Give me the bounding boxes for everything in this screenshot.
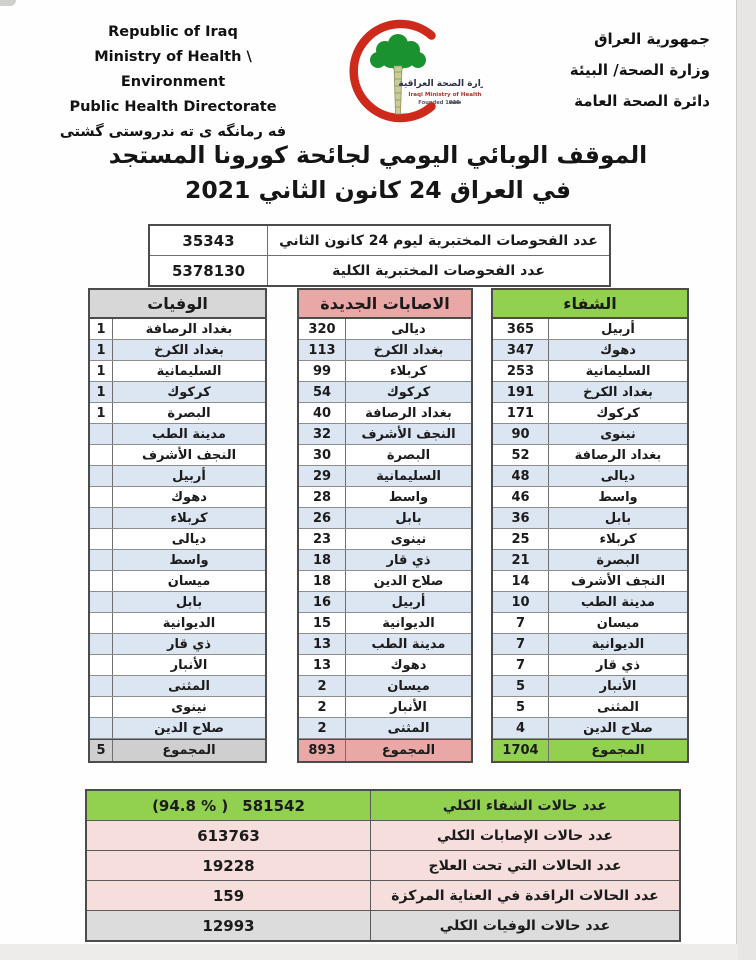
recovered-value-cell: 10: [493, 592, 549, 612]
recovered-row: [493, 592, 687, 613]
infections-row: [299, 466, 471, 487]
deaths-value-cell: [90, 718, 113, 738]
recovered-row: [493, 508, 687, 529]
recovered-value-cell: 5: [493, 697, 549, 717]
arabic-header-block: [530, 24, 710, 117]
arabic-line-2: وزارة الصحة/ البيئة: [569, 61, 710, 79]
recovered-province-cell: الأنبار: [599, 678, 637, 694]
infections-row: [299, 508, 471, 529]
deaths-row: [90, 676, 265, 697]
infections-row: [299, 382, 471, 403]
recovered-value-cell: 25: [493, 529, 549, 549]
recovered-province-cell: ديالى: [600, 468, 636, 484]
summary-label-cell: عدد الحالات التي تحت العلاج: [428, 857, 622, 874]
tests-row-daily: [150, 226, 609, 255]
recovered-value-cell: 5: [493, 676, 549, 696]
deaths-row: [90, 571, 265, 592]
infections-value-cell: 54: [299, 382, 346, 402]
infections-value-cell: 18: [299, 550, 346, 570]
infections-value-cell: 2: [299, 676, 346, 696]
infections-value-cell: 320: [299, 319, 346, 339]
deaths-row: [90, 340, 265, 361]
recovered-row: [493, 676, 687, 697]
english-line-2: Ministry of Health \ Environment: [94, 49, 252, 90]
recovered-row: [493, 361, 687, 382]
deaths-value-cell: [90, 634, 113, 654]
logo-arabic-caption: وزارة الصحة العراقية: [398, 79, 483, 89]
recovered-value-cell: 21: [493, 550, 549, 570]
summary-table: [85, 789, 681, 942]
summary-number: 12993: [202, 916, 255, 935]
deaths-total-label: المجموع: [162, 743, 216, 758]
infections-province-cell: بغداد الكرخ: [373, 342, 444, 358]
report-title-line2: في العراق 24 كانون الثاني 2021: [184, 176, 571, 204]
recovered-province-cell: بابل: [604, 510, 632, 526]
ministry-logo-icon: [337, 14, 483, 132]
english-line-3: Public Health Directorate: [69, 99, 277, 115]
kurdish-line: فه رمانگه ى ته ندروستى گشتى: [59, 124, 287, 140]
infections-province-cell: بابل: [395, 510, 422, 526]
infections-province-cell: البصرة: [386, 447, 431, 463]
infections-row: [299, 571, 471, 592]
recovered-province-cell: صلاح الدين: [583, 720, 653, 736]
recovered-value-cell: 347: [493, 340, 549, 360]
deaths-value-cell: 1: [90, 361, 113, 381]
deaths-row: [90, 487, 265, 508]
summary-row: [87, 850, 679, 880]
infections-province-cell: كركوك: [386, 384, 431, 400]
deaths-row: [90, 592, 265, 613]
deaths-province-cell: ميسان: [167, 573, 211, 589]
deaths-value-cell: 1: [90, 319, 113, 339]
recovered-total-label: المجموع: [591, 743, 645, 758]
deaths-row: [90, 382, 265, 403]
deaths-province-cell: واسط: [169, 552, 209, 568]
recovered-total-value: 1704: [493, 740, 549, 761]
summary-number: 159: [212, 886, 245, 905]
infections-table-header: الاصابات الجديدة: [299, 290, 471, 319]
infections-row: [299, 340, 471, 361]
deaths-row: [90, 613, 265, 634]
deaths-province-cell: كربلاء: [170, 510, 208, 526]
recovered-table: [491, 288, 689, 763]
recovered-row: [493, 340, 687, 361]
tests-total-label: عدد الفحوصات المختبرية الكلية: [332, 262, 545, 279]
recovered-value-cell: 14: [493, 571, 549, 591]
deaths-value-cell: [90, 508, 113, 528]
deaths-value-cell: [90, 487, 113, 507]
infections-value-cell: 99: [299, 361, 346, 381]
infections-row: [299, 634, 471, 655]
deaths-table: [88, 288, 267, 763]
recovered-province-cell: المثنى: [597, 699, 639, 715]
deaths-value-cell: [90, 655, 113, 675]
deaths-province-cell: أربيل: [172, 468, 206, 484]
infections-value-cell: 40: [299, 403, 346, 423]
tests-daily-value: 35343: [150, 226, 268, 255]
deaths-province-cell: بغداد الرصافة: [145, 321, 233, 337]
summary-label-cell: عدد حالات الوفيات الكلي: [439, 917, 611, 934]
recovered-row: [493, 382, 687, 403]
recovered-row: [493, 529, 687, 550]
recovered-value-cell: 7: [493, 634, 549, 654]
recovered-row: [493, 655, 687, 676]
summary-label-cell: عدد حالات الإصابات الكلي: [437, 827, 613, 844]
infections-value-cell: 32: [299, 424, 346, 444]
deaths-value-cell: [90, 550, 113, 570]
recovered-province-cell: ميسان: [596, 615, 640, 631]
summary-row: [87, 791, 679, 820]
infections-value-cell: 2: [299, 697, 346, 717]
summary-percent: (94.8 % ): [152, 796, 229, 815]
province-tables-region: [88, 288, 689, 763]
infections-value-cell: 13: [299, 655, 346, 675]
deaths-province-cell: النجف الأشرف: [141, 447, 237, 463]
infections-province-cell: كربلاء: [389, 363, 428, 379]
infections-row: [299, 676, 471, 697]
infections-row: [299, 592, 471, 613]
deaths-value-cell: [90, 697, 113, 717]
infections-row: [299, 718, 471, 739]
infections-row: [299, 319, 471, 340]
deaths-province-cell: ذي قار: [167, 636, 211, 652]
summary-label-cell: عدد الحالات الراقدة في العناية المركزة: [391, 887, 659, 904]
recovered-row: [493, 319, 687, 340]
infections-province-cell: ديالى: [391, 321, 426, 337]
photo-edge-bottom: [0, 944, 738, 960]
report-title-line1: الموقف الوبائي اليومي لجائحة كورونا المستجد: [108, 141, 648, 169]
infections-province-cell: ذي قار: [386, 552, 431, 568]
deaths-province-cell: بغداد الكرخ: [154, 342, 224, 358]
deaths-row: [90, 508, 265, 529]
infections-value-cell: 2: [299, 718, 346, 738]
deaths-province-cell: الأنبار: [170, 657, 208, 673]
recovered-province-cell: النجف الأشرف: [570, 573, 666, 589]
recovered-province-cell: كركوك: [596, 405, 640, 421]
recovered-province-cell: دهوك: [600, 342, 636, 358]
recovered-row: [493, 634, 687, 655]
infections-value-cell: 30: [299, 445, 346, 465]
infections-value-cell: 13: [299, 634, 346, 654]
summary-number: 581542: [242, 796, 305, 815]
tests-table: [148, 224, 611, 287]
deaths-row: [90, 634, 265, 655]
summary-value-cell: [87, 911, 371, 940]
recovered-province-cell: البصرة: [596, 552, 640, 568]
summary-number: 613763: [197, 826, 260, 845]
summary-value-cell: [87, 821, 371, 850]
recovered-value-cell: 46: [493, 487, 549, 507]
infections-province-cell: ميسان: [387, 678, 430, 694]
summary-value-cell: [87, 881, 371, 910]
infections-row: [299, 445, 471, 466]
recovered-value-cell: 7: [493, 655, 549, 675]
deaths-row: [90, 319, 265, 340]
tests-total-value: 5378130: [150, 256, 268, 285]
recovered-value-cell: 7: [493, 613, 549, 633]
recovered-value-cell: 48: [493, 466, 549, 486]
infections-province-cell: أربيل: [391, 594, 426, 610]
english-line-1: Republic of Iraq: [108, 24, 238, 40]
infections-province-cell: صلاح الدين: [373, 573, 444, 589]
recovered-value-cell: 365: [493, 319, 549, 339]
deaths-value-cell: 1: [90, 403, 113, 423]
infections-row: [299, 403, 471, 424]
recovered-row: [493, 445, 687, 466]
recovered-province-cell: مدينة الطب: [581, 594, 655, 610]
infections-province-cell: النجف الأشرف: [361, 426, 456, 442]
deaths-province-cell: كركوك: [167, 384, 211, 400]
deaths-row: [90, 529, 265, 550]
deaths-value-cell: [90, 676, 113, 696]
deaths-province-cell: ديالى: [171, 531, 207, 547]
recovered-value-cell: 4: [493, 718, 549, 738]
deaths-total-row: [90, 739, 265, 761]
deaths-province-cell: صلاح الدين: [154, 720, 224, 736]
deaths-row: [90, 466, 265, 487]
deaths-province-cell: المثنى: [168, 678, 210, 694]
recovered-province-cell: كربلاء: [599, 531, 637, 547]
summary-row: [87, 910, 679, 940]
deaths-value-cell: [90, 445, 113, 465]
summary-value-cell: [87, 791, 371, 820]
infections-province-cell: المثنى: [387, 720, 430, 736]
deaths-province-cell: السليمانية: [156, 363, 222, 379]
infections-row: [299, 529, 471, 550]
recovered-value-cell: 253: [493, 361, 549, 381]
infections-province-cell: نينوى: [390, 531, 427, 547]
logo-english-caption: Iraqi Ministry of Health: [408, 92, 482, 98]
deaths-value-cell: 1: [90, 340, 113, 360]
recovered-row: [493, 571, 687, 592]
infections-value-cell: 16: [299, 592, 346, 612]
summary-label-cell: عدد حالات الشفاء الكلي: [442, 797, 608, 814]
infections-total-value: 893: [299, 740, 346, 761]
recovered-row: [493, 697, 687, 718]
recovered-table-header: الشفاء: [493, 290, 687, 319]
deaths-row: [90, 361, 265, 382]
infections-province-cell: واسط: [388, 489, 429, 505]
deaths-value-cell: [90, 592, 113, 612]
arabic-line-3: دائرة الصحة العامة: [574, 92, 710, 110]
palm-tree-shape: [370, 34, 426, 70]
summary-row: [87, 880, 679, 910]
deaths-total-value: 5: [90, 740, 113, 761]
infections-row: [299, 613, 471, 634]
recovered-value-cell: 191: [493, 382, 549, 402]
deaths-value-cell: [90, 529, 113, 549]
recovered-province-cell: بغداد الرصافة: [574, 447, 662, 463]
deaths-row: [90, 697, 265, 718]
infections-province-cell: الديوانية: [382, 615, 435, 631]
recovered-row: [493, 466, 687, 487]
recovered-province-cell: واسط: [598, 489, 638, 505]
infections-row: [299, 550, 471, 571]
english-header-block: [48, 20, 298, 145]
summary-row: [87, 820, 679, 850]
infections-province-cell: بغداد الرصافة: [365, 405, 452, 421]
infections-value-cell: 28: [299, 487, 346, 507]
infections-province-cell: مدينة الطب: [371, 636, 446, 652]
infections-row: [299, 487, 471, 508]
recovered-province-cell: السليمانية: [585, 363, 651, 379]
deaths-province-cell: دهوك: [171, 489, 207, 505]
infections-value-cell: 113: [299, 340, 346, 360]
summary-value-cell: [87, 851, 371, 880]
recovered-row: [493, 613, 687, 634]
photo-edge-right: [736, 0, 756, 960]
recovered-total-row: [493, 739, 687, 761]
recovered-row: [493, 718, 687, 739]
infections-row: [299, 655, 471, 676]
deaths-province-cell: مدينة الطب: [152, 426, 226, 442]
deaths-row: [90, 403, 265, 424]
infections-province-cell: الأنبار: [390, 699, 427, 715]
infections-province-cell: السليمانية: [376, 468, 441, 484]
infections-total-row: [299, 739, 471, 761]
deaths-row: [90, 718, 265, 739]
report-title: [0, 138, 756, 208]
recovered-table-body: [493, 319, 687, 739]
recovered-province-cell: الديوانية: [591, 636, 645, 652]
recovered-value-cell: 36: [493, 508, 549, 528]
recovered-value-cell: 90: [493, 424, 549, 444]
deaths-province-cell: نينوى: [171, 699, 207, 715]
deaths-row: [90, 445, 265, 466]
infections-value-cell: 23: [299, 529, 346, 549]
infections-value-cell: 15: [299, 613, 346, 633]
infections-province-cell: دهوك: [390, 657, 427, 673]
deaths-value-cell: [90, 613, 113, 633]
doc-header: [0, 14, 738, 140]
logo-founded-caption: Founded 1920: [418, 100, 460, 106]
deaths-row: [90, 550, 265, 571]
recovered-row: [493, 403, 687, 424]
infections-value-cell: 26: [299, 508, 346, 528]
deaths-table-body: [90, 319, 265, 739]
recovered-value-cell: 52: [493, 445, 549, 465]
summary-number: 19228: [202, 856, 255, 875]
recovered-row: [493, 487, 687, 508]
deaths-row: [90, 424, 265, 445]
arabic-line-1: جمهورية العراق: [594, 30, 710, 48]
deaths-value-cell: [90, 424, 113, 444]
deaths-value-cell: 1: [90, 382, 113, 402]
recovered-province-cell: نينوى: [600, 426, 636, 442]
infections-value-cell: 29: [299, 466, 346, 486]
deaths-row: [90, 655, 265, 676]
infections-row: [299, 697, 471, 718]
tests-daily-label: عدد الفحوصات المختبرية ليوم 24 كانون الثاني: [279, 232, 598, 249]
deaths-province-cell: بابل: [175, 594, 203, 610]
recovered-row: [493, 550, 687, 571]
deaths-value-cell: [90, 571, 113, 591]
deaths-table-header: الوفيات: [90, 290, 265, 319]
infections-table: [297, 288, 473, 763]
recovered-row: [493, 424, 687, 445]
recovered-province-cell: أربيل: [601, 321, 635, 337]
infections-row: [299, 424, 471, 445]
recovered-province-cell: بغداد الكرخ: [583, 384, 653, 400]
infections-row: [299, 361, 471, 382]
infections-total-label: المجموع: [381, 743, 436, 758]
recovered-province-cell: ذي قار: [596, 657, 640, 673]
deaths-province-cell: الديوانية: [162, 615, 216, 631]
tests-row-total: [150, 255, 609, 285]
recovered-value-cell: 171: [493, 403, 549, 423]
deaths-province-cell: البصرة: [167, 405, 211, 421]
infections-table-body: [299, 319, 471, 739]
infections-value-cell: 18: [299, 571, 346, 591]
deaths-value-cell: [90, 466, 113, 486]
ministry-logo: [337, 14, 483, 132]
